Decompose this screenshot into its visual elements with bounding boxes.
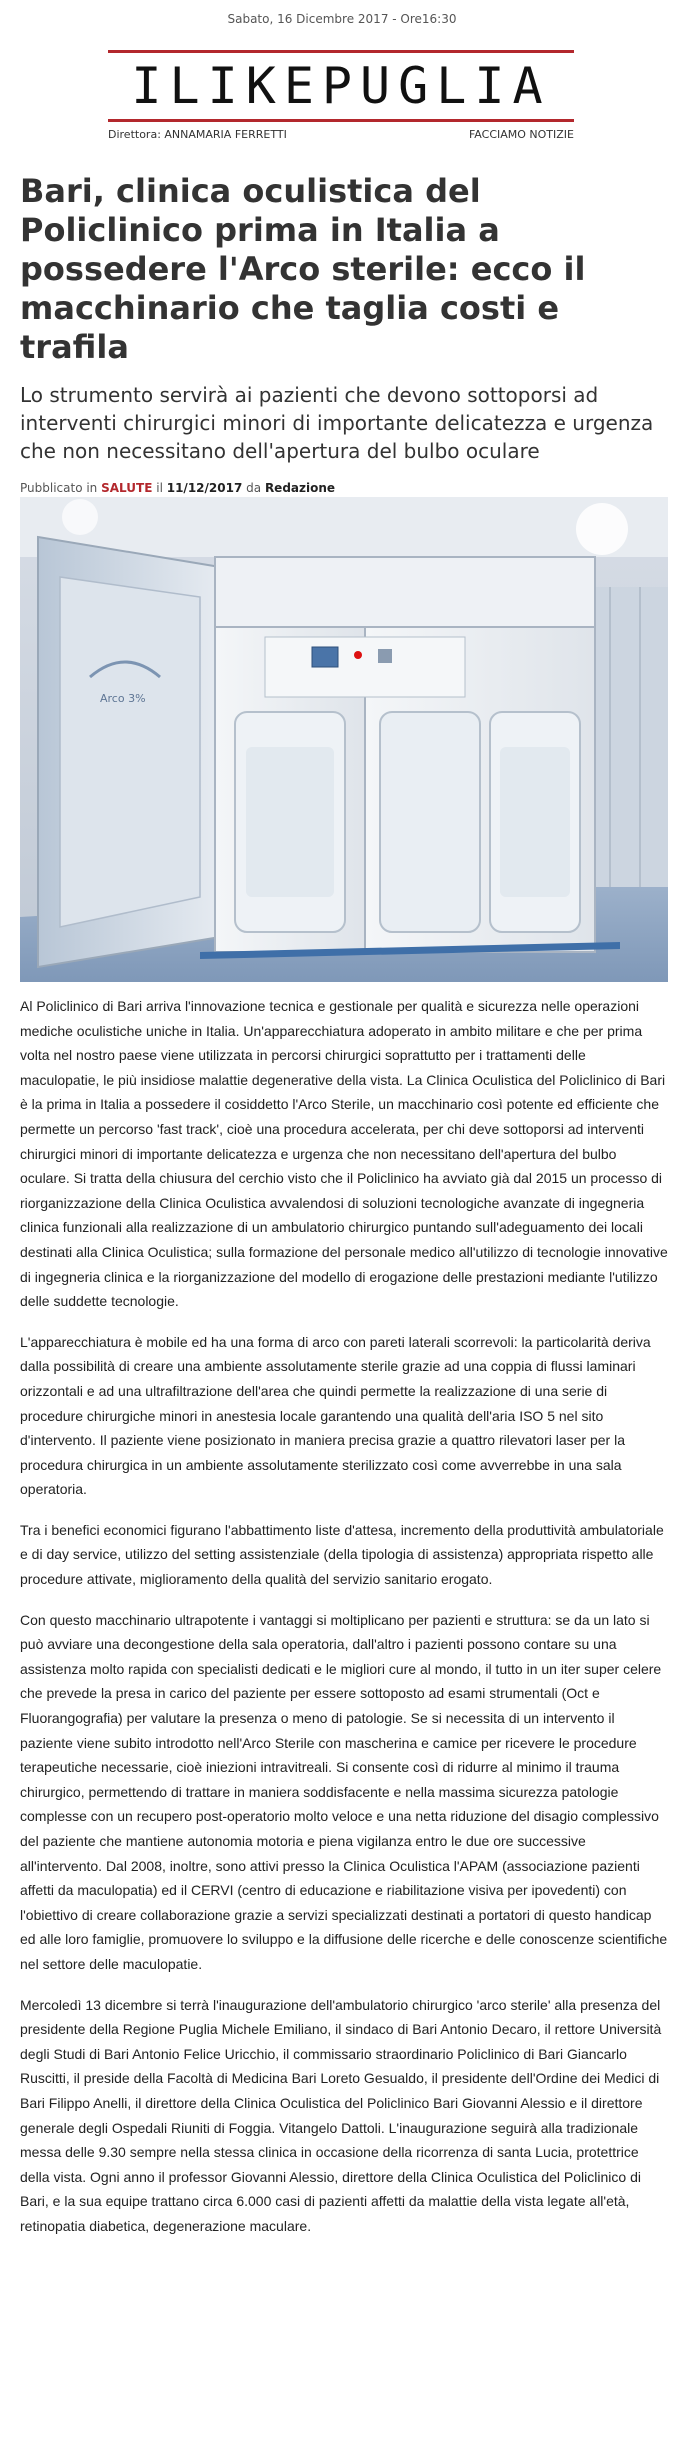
article-paragraph: Tra i benefici economici figurano l'abbattimento liste d'attesa, incremento della produttività ambulatoriale e di day service, utilizzo del setting assistenziale (della tipologia di assistenza) appropriata rispetto alle procedure attivate, miglioramento della qualità del servizio sanitario erogato. — [20, 1521, 664, 1588]
status-led-icon — [354, 651, 362, 659]
masthead-bottom-rule — [108, 119, 574, 122]
article-paragraph: Con questo macchinario ultrapotente i vantaggi si moltiplicano per pazienti e struttura: se da un lato si può avviare una decongestione della sala operatoria, dall'altro i pazienti possono contare su una assistenza molto rapida con specialisti dedicati e le migliori cure al mondo, il tutto in un iter super celere che prevede la presa in carico del paziente per essere sottoposto ad esami strumentali (Oct e Fluorangografia) per valutare la presenza o meno di patologie. Se si necessita di un intervento il paziente viene subito introdotto nell'Arco Sterile con mascherina e camice per ricevere le procedure terapeutiche necessarie, cioè iniezioni intravitreali. Si consente così di ridurre al minimo il trauma chirurgico, permettendo di trattare in maniera soddisfacente e nella massima sicurezza patologie complesse con un recupero post-operatorio molto veloce e una netta riduzione del disagio complessivo del paziente che mantiene autonomia motoria e piena vigilanza entro le due ore successive all'intervento. Dal 2008, inoltre, sono attivi presso la Clinica Oculistica l'APAM (associazione pazienti affetti da maculopatia) ed il CERVI (centro di educazione e riabilitazione visiva per ipovedenti) con l'obiettivo di creare collaborazione grazie a servizi specializzati destinati a portatori di questo handicap ed alle loro famiglie, promuovere lo sviluppo e la diffusione delle ricerche e delle conoscenze scientifiche nel settore delle maculopatie. — [20, 1611, 668, 1972]
ceiling-light-left — [62, 499, 98, 535]
article-meta — [20, 481, 668, 495]
site-tagline: FACCIAMO NOTIZIE — [468, 128, 574, 141]
control-switch-icon — [378, 649, 392, 663]
article-paragraph: Al Policlinico di Bari arriva l'innovazione tecnica e gestionale per qualità e sicurezza nelle operazioni mediche oculistiche uniche in Italia. Un'apparecchiatura adoperato in ambito militare e che per prima volta nel nostro paese viene utilizzata in percorsi chirurgici soprattutto per i trattamenti delle maculopatie, le più insidiose malattie degenerative della vista. La Clinica Oculistica del Policlinico di Bari è la prima in Italia a possedere il cosiddetto l'Arco Sterile, un macchinario così potente ed efficiente che permette un percorso 'fast track', cioè una procedura accelerata, per chi deve sottoporsi ad interventi chirurgici minori di importante delicatezza e urgenza che non necessitano dell'apertura del bulbo oculare. Si tratta della chiusura del cerchio visto che il Policlinico ha avviato già dal 2015 un processo di riorganizzazione della Clinica Oculistica avvalendosi di soluzioni tecnologiche avanzate di ingegneria clinica funzionali alla realizzazione di un ambulatorio chirurgico puntando sull'adeguamento dei locali destinati alla Clinica Oculistica; sulla formazione del personale medico all'utilizzo di tecnologie innovative di ingegneria clinica e la riorganizzazione del modello di erogazione delle prestazioni mediante l'utilizzo delle suddette tecnologie. — [20, 998, 668, 1310]
publish-date: 11/12/2017 — [166, 481, 243, 495]
article-body — [20, 994, 668, 2255]
director-credit: Direttora: ANNAMARIA FERRETTI — [108, 128, 287, 141]
control-display-icon — [312, 647, 338, 667]
site-logo[interactable]: ILIKEPUGLIA — [131, 57, 551, 115]
article-photo — [20, 497, 668, 982]
article-title: Bari, clinica oculistica del Policlinico prima in Italia a possedere l'Arco sterile: ecco il macchinario che taglia costi e trafila — [20, 172, 586, 366]
masthead-subline — [108, 128, 574, 141]
ceiling-light — [576, 503, 628, 555]
article-paragraph: L'apparecchiatura è mobile ed ha una forma di arco con pareti laterali scorrevoli: la particolarità deriva dalla possibilità di creare una ambiente assolutamente sterile grazie ad una coppia di flussi laminari orizzontali e ad una ultrafiltrazione dell'area che quindi permette la realizzazione di una serie di procedure chirurgiche minori in anestesia locale garantendo una qualità dell'aria ISO 5 nel sito d'intervento. Il paziente viene posizionato in maniera precisa grazie a quattro rilevatori laser per la procedura chirurgica in un ambiente assolutamente sterilizzato così come avverrebbe in una sala operatoria. — [20, 1333, 651, 1498]
meta-on: il — [156, 481, 163, 495]
article-subtitle: Lo strumento servirà ai pazienti che devono sottoporsi ad interventi chirurgici minori di importante delicatezza e urgenza che non necessitano dell'apertura del bulbo oculare — [20, 383, 654, 463]
meta-by: da — [246, 481, 262, 495]
category-link[interactable]: SALUTE — [101, 481, 153, 495]
author-link[interactable]: Redazione — [264, 481, 336, 495]
meta-published-in: Pubblicato in — [20, 481, 98, 495]
left-panel-window — [60, 577, 200, 927]
ceiling — [20, 497, 668, 557]
arc-inner-door-center — [380, 712, 480, 932]
article-content — [20, 172, 668, 2234]
current-date: Sabato, 16 Dicembre 2017 - Ore16:30 — [227, 12, 457, 26]
article-paragraph: Mercoledì 13 dicembre si terrà l'inaugurazione dell'ambulatorio chirurgico 'arco sterile' alla presenza del presidente della Regione Puglia Michele Emiliano, il sindaco di Bari Antonio Decaro, il rettore Università degli Studi di Bari Antonio Felice Uricchio, il commissario straordinario Policlinico di Bari Giancarlo Ruscitti, il preside della Facoltà di Medicina Bari Loreto Gesualdo, il presidente dell'Ordine dei Medici di Bari Filippo Anelli, il direttore della Clinica Oculistica del Policlinico Bari Giovanni Alessio e il direttore generale degli Ospedali Riuniti di Foggia. Vitangelo Dattoli. L'inaugurazione seguirà alla tradizionale messa delle 9.30 sempre nella stessa clinica in occasione della ricorrenza di santa Lucia, protettrice della vista. Ogni anno il professor Giovanni Alessio, direttore della Clinica Oculistica del Policlinico di Bari, e la sua equipe trattano circa 6.000 casi di pazienti affetti da malattie della vista legate all'età, retinopatia diabetica, degenerazione maculare. — [20, 1996, 662, 2234]
arc-sign-text: Arco 3% — [100, 692, 146, 705]
arc-top-header — [215, 557, 595, 627]
masthead — [108, 50, 574, 141]
control-panel — [265, 637, 465, 697]
sterile-arc-photo — [20, 497, 668, 982]
